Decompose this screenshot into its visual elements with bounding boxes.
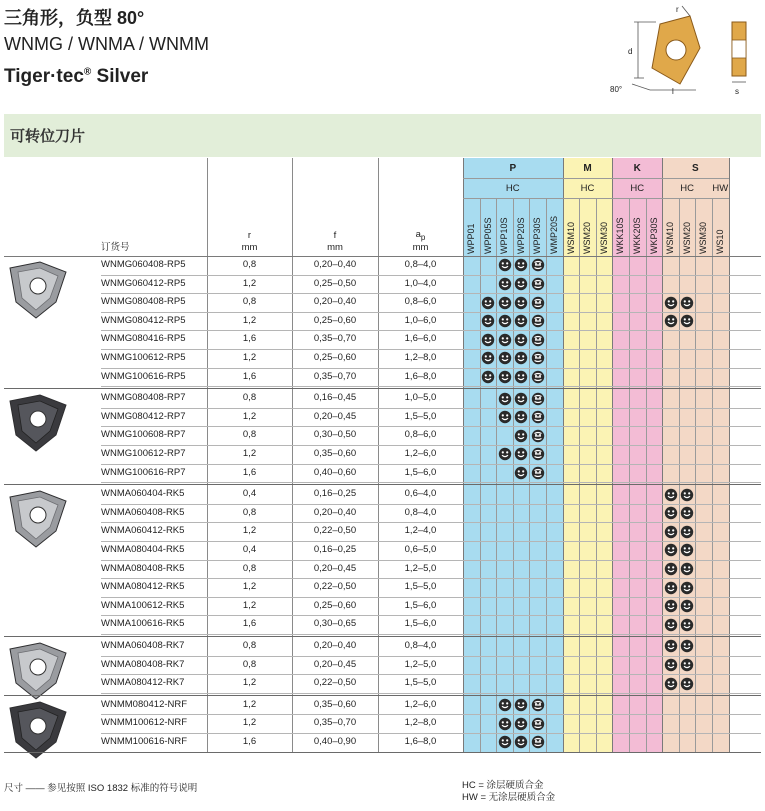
recommended-grade-icon	[514, 466, 528, 480]
grade-name: WSM30	[698, 221, 709, 254]
grade-name: WKK20S	[632, 217, 642, 254]
feed-value: 0,22–0,50	[313, 525, 357, 537]
rk7-insert-image	[6, 639, 70, 703]
feed-value: 0,16–0,45	[313, 392, 357, 404]
row-line	[101, 330, 761, 331]
recommended-grade-icon	[514, 333, 528, 347]
alternative-grade-icon	[531, 296, 545, 310]
footer-legend	[462, 780, 555, 804]
recommended-grade-icon	[664, 488, 678, 502]
group-separator	[4, 484, 761, 485]
grade-divider	[579, 198, 580, 752]
row-line	[101, 578, 761, 579]
order-code: WNMA060408-RK5	[101, 506, 185, 518]
row-line	[101, 714, 761, 715]
legend-hc: HC = 涂层硬质合金	[462, 780, 544, 791]
radius-value: 1,6	[242, 736, 257, 747]
order-code: WNMA080404-RK5	[101, 544, 185, 555]
alternative-grade-icon	[531, 333, 545, 347]
depth-value: 0,8–6,0	[404, 429, 437, 441]
recommended-grade-icon	[664, 296, 678, 310]
radius-value: 0,8	[242, 506, 257, 518]
row-line	[101, 293, 761, 294]
depth-value: 1,5–5,0	[404, 581, 437, 593]
depth-value: 1,0–6,0	[404, 314, 437, 326]
alternative-grade-icon	[531, 351, 545, 365]
order-code: WNMA060404-RK5	[101, 488, 185, 500]
ap-header-subscript: p	[420, 232, 426, 242]
recommended-grade-icon	[498, 333, 512, 347]
recommended-grade-icon	[498, 370, 512, 384]
row-line	[101, 615, 761, 616]
group-name-m: M	[583, 163, 592, 174]
alternative-grade-icon	[531, 370, 545, 384]
order-code: WNMG080412-RP5	[101, 314, 186, 326]
recommended-grade-icon	[664, 562, 678, 576]
row-line	[101, 560, 761, 561]
ap-header	[378, 229, 463, 243]
recommended-grade-icon	[664, 639, 678, 653]
recommended-grade-icon	[498, 258, 512, 272]
group-name-k: K	[633, 163, 641, 174]
recommended-grade-icon	[680, 488, 694, 502]
grade-divider	[695, 198, 696, 752]
radius-value: 1,2	[242, 314, 257, 326]
recommended-grade-icon	[664, 658, 678, 672]
radius-value: 0,8	[242, 392, 257, 404]
order-code: WNMG100616-RP7	[101, 466, 186, 478]
rk5-insert-image	[6, 487, 70, 551]
feed-value: 0,25–0,60	[313, 352, 357, 363]
depth-value: 0,8–6,0	[404, 296, 437, 308]
depth-value: 1,5–6,0	[404, 599, 437, 611]
depth-value: 1,5–5,0	[404, 410, 437, 422]
alternative-grade-icon	[531, 277, 545, 291]
feed-value: 0,20–0,45	[313, 562, 357, 574]
depth-value: 1,0–4,0	[404, 277, 437, 289]
radius-value: 0,8	[242, 429, 257, 441]
depth-value: 1,6–8,0	[404, 370, 437, 382]
depth-value: 1,5–6,0	[404, 466, 437, 478]
feed-value: 0,20–0,40	[313, 640, 357, 651]
recommended-grade-icon	[498, 717, 512, 731]
radius-value: 0,4	[242, 544, 257, 555]
group-separator	[4, 695, 761, 696]
depth-value: 1,2–8,0	[404, 352, 437, 363]
group-sub-p: HC	[505, 183, 520, 194]
row-line	[101, 597, 761, 598]
f-header: f	[333, 230, 337, 241]
order-code: WNMG080408-RP7	[101, 392, 186, 404]
alternative-grade-icon	[531, 429, 545, 443]
grade-name: WPP20S	[515, 217, 526, 254]
recommended-grade-icon	[514, 410, 528, 424]
recommended-grade-icon	[498, 314, 512, 328]
insert-table	[4, 158, 761, 778]
group-name-line	[463, 178, 729, 179]
order-code: WNMG100608-RP7	[101, 429, 186, 441]
row-line	[101, 674, 761, 675]
recommended-grade-icon	[481, 314, 495, 328]
row-line	[101, 482, 761, 483]
feed-value: 0,16–0,25	[313, 544, 357, 555]
table-bottom-line	[4, 752, 761, 753]
order-code: WNMG100612-RP7	[101, 448, 186, 459]
grade-name: WKK10S	[615, 217, 626, 254]
radius-value: 1,2	[242, 698, 257, 710]
depth-value: 0,6–5,0	[404, 544, 437, 555]
recommended-grade-icon	[680, 296, 694, 310]
alternative-grade-icon	[531, 735, 545, 749]
f-unit: mm	[327, 242, 343, 253]
depth-value: 1,2–6,0	[404, 698, 437, 710]
rp5-insert-image	[6, 258, 70, 322]
feed-value: 0,20–0,40	[313, 259, 357, 270]
group-separator	[4, 636, 761, 637]
recommended-grade-icon	[514, 314, 528, 328]
recommended-grade-icon	[498, 296, 512, 310]
recommended-grade-icon	[481, 351, 495, 365]
footer-note: 尺寸 —— 参见按照 ISO 1832 标准的符号说明	[4, 783, 198, 794]
alternative-grade-icon	[531, 447, 545, 461]
radius-value: 0,8	[242, 296, 257, 308]
radius-value: 0,8	[242, 658, 257, 670]
recommended-grade-icon	[664, 506, 678, 520]
diagram-label-l: l	[672, 87, 674, 96]
order-code: WNMA080408-RK5	[101, 562, 185, 574]
recommended-grade-icon	[680, 314, 694, 328]
feed-value: 0,35–0,70	[313, 717, 357, 729]
order-code: WNMG080412-RP7	[101, 410, 186, 422]
alternative-grade-icon	[531, 314, 545, 328]
grade-name: WKP30S	[648, 217, 659, 254]
ap-unit: mm	[412, 242, 429, 253]
radius-value: 1,6	[242, 370, 257, 382]
grade-name: WSM30	[598, 221, 609, 254]
order-code: WNMG100612-RP5	[101, 352, 186, 363]
order-code: WNMA060408-RK7	[101, 640, 185, 651]
recommended-grade-icon	[514, 277, 528, 291]
feed-value: 0,22–0,50	[313, 581, 357, 593]
feed-value: 0,22–0,50	[313, 677, 357, 689]
feed-value: 0,35–0,70	[313, 370, 357, 382]
order-code: WNMA100612-RK5	[101, 599, 185, 611]
diagram-label-s: s	[735, 87, 739, 96]
recommended-grade-icon	[481, 370, 495, 384]
recommended-grade-icon	[514, 698, 528, 712]
page-title: 三角形，负型 80°	[4, 8, 145, 28]
grade-name: WMP20S	[549, 215, 559, 254]
row-line	[101, 386, 761, 387]
grade-divider	[712, 198, 713, 752]
feed-value: 0,20–0,40	[313, 296, 357, 308]
recommended-grade-icon	[680, 506, 694, 520]
order-code: WNMA060412-RK5	[101, 525, 185, 537]
grade-name: WSM10	[565, 221, 576, 254]
depth-value: 0,8–4,0	[404, 640, 437, 651]
radius-value: 1,2	[242, 525, 257, 537]
feed-value: 0,30–0,65	[313, 618, 357, 630]
recommended-grade-icon	[498, 735, 512, 749]
alternative-grade-icon	[531, 410, 545, 424]
radius-value: 0,8	[242, 640, 257, 651]
section-title: 可转位刀片	[10, 128, 86, 145]
depth-value: 1,6–6,0	[404, 333, 437, 345]
radius-value: 1,2	[242, 277, 257, 289]
feed-value: 0,25–0,60	[313, 599, 357, 611]
feed-value: 0,40–0,60	[313, 466, 357, 478]
row-line	[101, 312, 761, 313]
recommended-grade-icon	[680, 677, 694, 691]
recommended-grade-icon	[680, 658, 694, 672]
diagram-label-angle: 80°	[610, 85, 623, 94]
row-line	[101, 522, 761, 523]
radius-value: 1,2	[242, 448, 257, 459]
group-sub-k: HC	[630, 183, 645, 194]
r-header: r	[247, 230, 252, 241]
depth-value: 1,5–5,0	[404, 677, 437, 689]
grade-name: WS10	[715, 229, 725, 254]
recommended-grade-icon	[498, 392, 512, 406]
recommended-grade-icon	[680, 599, 694, 613]
recommended-grade-icon	[514, 392, 528, 406]
row-line	[101, 445, 761, 446]
depth-value: 1,2–5,0	[404, 658, 437, 670]
radius-value: 1,2	[242, 410, 257, 422]
insert-dimension-diagram	[604, 4, 764, 100]
order-code: WNMM100616-NRF	[101, 736, 188, 747]
recommended-grade-icon	[680, 525, 694, 539]
order-code: WNMG060412-RP5	[101, 277, 186, 289]
feed-value: 0,20–0,45	[313, 410, 357, 422]
grade-divider	[596, 198, 597, 752]
recommended-grade-icon	[514, 296, 528, 310]
feed-value: 0,35–0,60	[313, 698, 357, 710]
feed-value: 0,35–0,60	[313, 448, 357, 459]
group-name-p: P	[509, 163, 517, 174]
row-line	[101, 426, 761, 427]
group-name-s: S	[692, 163, 699, 174]
feed-value: 0,30–0,50	[313, 429, 357, 441]
row-line	[101, 656, 761, 657]
order-code: WNMA080412-RK5	[101, 581, 185, 593]
feed-value: 0,20–0,45	[313, 658, 357, 670]
depth-value: 0,8–4,0	[404, 259, 437, 270]
recommended-grade-icon	[664, 581, 678, 595]
product-codes: WNMG / WNMA / WNMM	[4, 34, 209, 54]
feed-value: 0,35–0,70	[313, 333, 357, 345]
feed-value: 0,40–0,90	[313, 736, 357, 747]
radius-value: 0,8	[242, 562, 257, 574]
depth-value: 1,0–5,0	[404, 392, 437, 404]
recommended-grade-icon	[514, 735, 528, 749]
section-band	[4, 114, 761, 157]
recommended-grade-icon	[498, 277, 512, 291]
group-sub-s: HC	[680, 183, 694, 194]
recommended-grade-icon	[664, 599, 678, 613]
ap-header-symbol: a	[415, 229, 421, 240]
order-code: WNMG100616-RP5	[101, 370, 186, 382]
feed-value: 0,25–0,50	[313, 277, 357, 289]
grade-divider	[629, 198, 630, 752]
depth-value: 1,5–6,0	[404, 618, 437, 630]
page-header	[4, 4, 761, 108]
depth-value: 1,2–5,0	[404, 562, 437, 574]
radius-value: 1,6	[242, 618, 257, 630]
recommended-grade-icon	[680, 562, 694, 576]
order-code: WNMG080408-RP5	[101, 296, 186, 308]
grade-name: WPP10S	[499, 217, 510, 254]
alternative-grade-icon	[531, 258, 545, 272]
row-line	[101, 349, 761, 350]
grade-name: WPP30S	[532, 217, 543, 254]
order-code: WNMA080408-RK7	[101, 658, 185, 670]
recommended-grade-icon	[664, 543, 678, 557]
radius-value: 1,2	[242, 581, 257, 593]
grade-divider	[480, 198, 481, 752]
depth-value: 1,2–4,0	[404, 525, 437, 537]
feed-value: 0,25–0,60	[313, 314, 357, 326]
recommended-grade-icon	[498, 698, 512, 712]
grade-name: WPP05S	[482, 217, 493, 254]
legend-hw: HW = 无涂层硬质合金	[462, 792, 556, 803]
depth-value: 1,2–6,0	[404, 448, 437, 459]
grade-divider	[546, 198, 547, 752]
order-code: WNMM100612-NRF	[101, 717, 188, 729]
radius-value: 1,2	[242, 599, 257, 611]
feed-value: 0,16–0,25	[313, 488, 357, 500]
rp7-insert-image	[6, 391, 70, 455]
order-code: WNMA100616-RK5	[101, 618, 185, 630]
diagram-label-r: r	[676, 5, 679, 14]
brand-name	[4, 66, 148, 88]
recommended-grade-icon	[664, 314, 678, 328]
r-unit: mm	[241, 242, 258, 253]
row-line	[101, 693, 761, 694]
order-code: WNMG080416-RP5	[101, 333, 186, 345]
recommended-grade-icon	[514, 351, 528, 365]
group-sub-m: HC	[580, 183, 595, 194]
recommended-grade-icon	[498, 410, 512, 424]
brand-suffix: Silver	[91, 66, 149, 87]
depth-value: 0,8–4,0	[404, 506, 437, 518]
row-line	[101, 464, 761, 465]
order-code: WNMA080412-RK7	[101, 677, 185, 689]
group-sub-line	[463, 198, 729, 199]
recommended-grade-icon	[664, 525, 678, 539]
row-line	[101, 275, 761, 276]
alternative-grade-icon	[531, 698, 545, 712]
recommended-grade-icon	[680, 581, 694, 595]
recommended-grade-icon	[514, 258, 528, 272]
recommended-grade-icon	[498, 351, 512, 365]
recommended-grade-icon	[481, 333, 495, 347]
diagram-label-d: d	[628, 47, 633, 56]
recommended-grade-icon	[514, 447, 528, 461]
brand-text: Tiger·tec	[4, 66, 84, 87]
row-line	[101, 541, 761, 542]
recommended-grade-icon	[481, 296, 495, 310]
grade-name: WSM20	[681, 221, 692, 254]
row-line	[101, 733, 761, 734]
header-bottom-line	[4, 256, 761, 257]
recommended-grade-icon	[680, 639, 694, 653]
radius-value: 1,2	[242, 677, 257, 689]
row-line	[101, 504, 761, 505]
recommended-grade-icon	[498, 447, 512, 461]
recommended-grade-icon	[664, 677, 678, 691]
radius-value: 0,4	[242, 488, 257, 500]
row-line	[101, 368, 761, 369]
depth-value: 1,6–8,0	[404, 736, 437, 747]
group-separator	[4, 388, 761, 389]
recommended-grade-icon	[514, 370, 528, 384]
order-number-header: 订货号	[101, 242, 130, 253]
recommended-grade-icon	[664, 618, 678, 632]
recommended-grade-icon	[680, 618, 694, 632]
order-code: WNMG060408-RP5	[101, 259, 186, 270]
registered-mark: ®	[83, 66, 92, 78]
radius-value: 1,6	[242, 333, 257, 345]
alternative-grade-icon	[531, 466, 545, 480]
radius-value: 1,2	[242, 352, 257, 363]
alternative-grade-icon	[531, 392, 545, 406]
recommended-grade-icon	[680, 543, 694, 557]
grade-name: WPP01	[466, 223, 476, 254]
recommended-grade-icon	[514, 717, 528, 731]
grade-name: WSM20	[582, 221, 593, 254]
group-sub2-s: HW	[712, 183, 729, 194]
radius-value: 0,8	[242, 259, 257, 270]
depth-value: 1,2–8,0	[404, 717, 437, 729]
order-code: WNMM080412-NRF	[101, 698, 188, 710]
row-line	[101, 634, 761, 635]
grade-divider	[646, 198, 647, 752]
depth-value: 0,6–4,0	[404, 488, 437, 500]
radius-value: 1,2	[242, 717, 257, 729]
row-line	[101, 408, 761, 409]
radius-value: 1,6	[242, 466, 257, 478]
grade-name: WSM10	[665, 221, 676, 254]
recommended-grade-icon	[514, 429, 528, 443]
feed-value: 0,20–0,40	[313, 506, 357, 518]
alternative-grade-icon	[531, 717, 545, 731]
grade-divider	[729, 158, 730, 752]
